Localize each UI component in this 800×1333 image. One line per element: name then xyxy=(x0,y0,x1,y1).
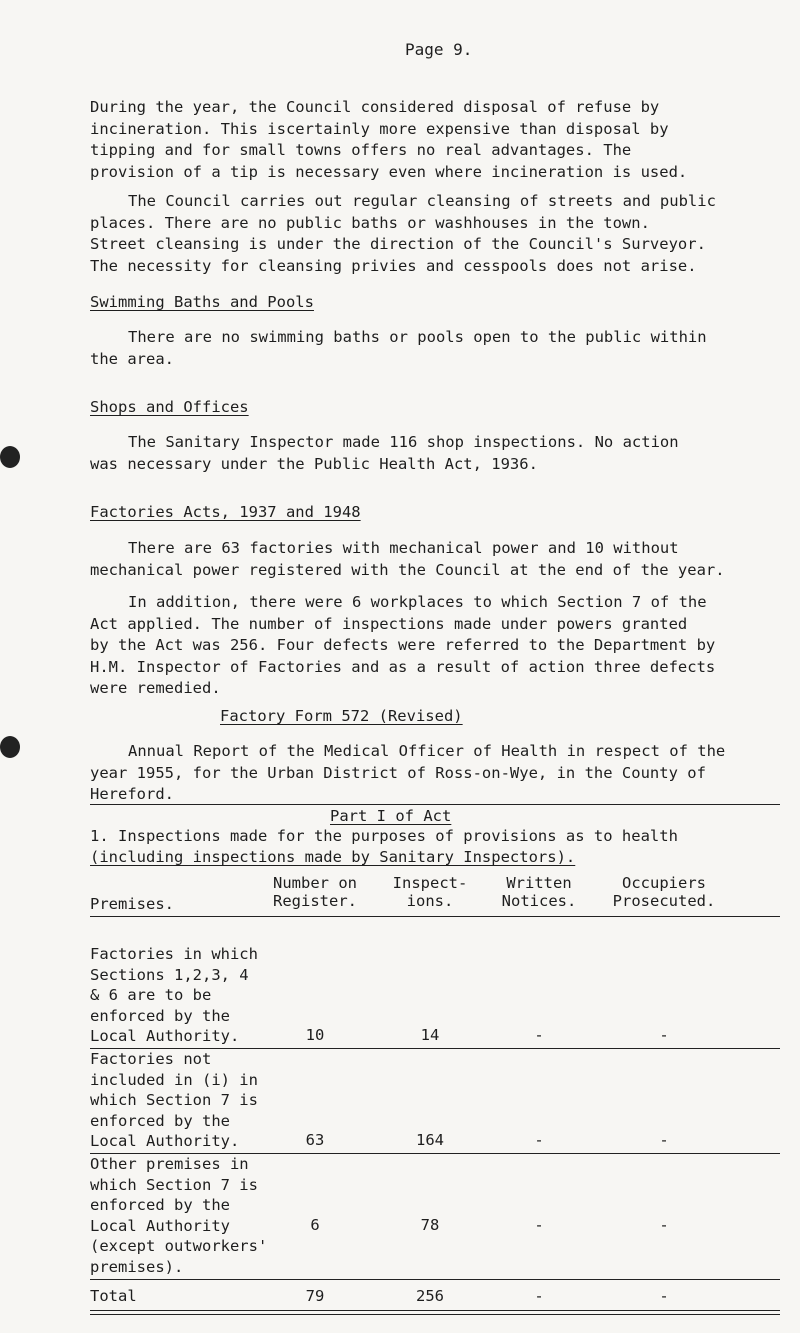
table-row-premises xyxy=(90,1154,267,1277)
text-line: There are 63 factories with mechanical power and 10 without xyxy=(128,539,679,557)
paragraph-swimming xyxy=(90,327,780,370)
heading-swimming: Swimming Baths and Pools xyxy=(90,293,314,311)
text-line: were remedied. xyxy=(90,679,221,697)
text-line: mechanical power registered with the Council at the end of the year. xyxy=(90,560,725,579)
premises-line: which Section 7 is xyxy=(90,1091,258,1109)
text-line: Act applied. The number of inspections made under powers granted xyxy=(90,614,688,633)
heading-factory-form: Factory Form 572 (Revised) xyxy=(220,707,463,725)
table-row-premises xyxy=(90,944,258,1047)
text-line: provision of a tip is necessary even where incineration is used. xyxy=(90,162,688,181)
premises-line: included in (i) in xyxy=(90,1070,258,1089)
table-cell-inspections: 14 xyxy=(420,1026,440,1044)
premises-line: which Section 7 is xyxy=(90,1175,258,1194)
table-cell-register: 6 xyxy=(310,1216,320,1234)
page-number: Page 9. xyxy=(405,40,473,59)
premises-line: Local Authority. xyxy=(90,1132,240,1150)
col-header-notices-l2: Notices. xyxy=(501,892,577,910)
rule xyxy=(90,1310,780,1311)
col-header-premises: Premises. xyxy=(90,895,174,913)
table-row-premises xyxy=(90,1049,258,1152)
table-cell-inspections: 164 xyxy=(416,1131,444,1149)
table-cell-prosecuted: - xyxy=(659,1026,669,1044)
heading-part-one: Part I of Act xyxy=(330,807,452,825)
table-cell-notices: - xyxy=(534,1131,544,1149)
paragraph-shops xyxy=(90,432,780,475)
premises-line: enforced by the xyxy=(90,1196,230,1214)
premises-line: & 6 are to be xyxy=(90,986,212,1004)
item-line: 1. Inspections made for the purposes of provisions as to health xyxy=(90,827,678,845)
col-header-inspections-l1: Inspect- xyxy=(392,874,468,892)
premises-line: premises). xyxy=(90,1257,184,1276)
text-line: Annual Report of the Medical Officer of Health in respect of the xyxy=(128,742,726,760)
text-line: tipping and for small towns offers no real advantages. The xyxy=(90,141,632,159)
text-line: The necessity for cleansing privies and cesspools does not arise. xyxy=(90,256,697,275)
premises-line: Factories in which xyxy=(90,945,258,963)
text-line: Street cleansing is under the direction of the Council's Surveyor. xyxy=(90,235,706,253)
text-line: the area. xyxy=(90,349,174,368)
rule xyxy=(90,916,780,917)
col-header-register-l2: Register. xyxy=(273,892,357,910)
col-header-inspections xyxy=(380,874,480,910)
rule xyxy=(90,1279,780,1280)
col-header-prosecuted-l1: Occupiers xyxy=(622,874,706,892)
text-line: In addition, there were 6 workplaces to which Section 7 of the xyxy=(128,593,707,611)
premises-line: enforced by the xyxy=(90,1111,230,1130)
premises-line: Other premises in xyxy=(90,1155,249,1173)
premises-line: enforced by the xyxy=(90,1006,230,1025)
table-cell-inspections: 78 xyxy=(420,1216,440,1234)
table-cell-register: 63 xyxy=(305,1131,325,1149)
premises-line: Local Authority xyxy=(90,1216,230,1235)
text-line: There are no swimming baths or pools open to the public within xyxy=(128,328,707,346)
text-line: The Council carries out regular cleansing of streets and public xyxy=(128,192,716,210)
paragraph-annual-report xyxy=(90,741,780,806)
table-cell-prosecuted: - xyxy=(659,1131,669,1149)
premises-line: Local Authority. xyxy=(90,1027,240,1045)
text-line: incineration. This iscertainly more expensive than disposal by xyxy=(90,119,669,138)
total-notices: - xyxy=(534,1287,544,1305)
text-line: places. There are no public baths or washhouses in the town. xyxy=(90,213,650,232)
punch-hole-bottom xyxy=(0,736,20,758)
col-header-inspections-l2: ions. xyxy=(406,892,454,910)
col-header-prosecuted-l2: Prosecuted. xyxy=(612,892,716,910)
text-line: The Sanitary Inspector made 116 shop inspections. No action xyxy=(128,433,679,451)
total-label: Total xyxy=(90,1287,137,1305)
heading-factories: Factories Acts, 1937 and 1948 xyxy=(90,503,361,521)
heading-shops: Shops and Offices xyxy=(90,398,249,416)
rule xyxy=(90,1314,780,1315)
table-cell-notices: - xyxy=(534,1026,544,1044)
text-line: Hereford. xyxy=(90,785,174,803)
col-header-register-l1: Number on xyxy=(273,874,357,892)
paragraph-cleansing xyxy=(90,191,780,277)
text-line: year 1955, for the Urban District of Ross-on-Wye, in the County of xyxy=(90,763,706,782)
table-cell-prosecuted: - xyxy=(659,1216,669,1234)
text-line: was necessary under the Public Health Act, 1936. xyxy=(90,454,538,473)
paragraph-factories-registered xyxy=(90,538,780,581)
item-line: (including inspections made by Sanitary Inspectors). xyxy=(90,848,576,866)
total-prosecuted: - xyxy=(659,1287,669,1305)
table-cell-notices: - xyxy=(534,1216,544,1234)
total-register: 79 xyxy=(305,1287,325,1305)
rule xyxy=(90,804,780,805)
punch-hole-top xyxy=(0,446,20,468)
premises-line: Factories not xyxy=(90,1050,212,1068)
paragraph-factories-workplaces xyxy=(90,592,780,700)
text-line: During the year, the Council considered disposal of refuse by xyxy=(90,98,660,116)
text-line: H.M. Inspector of Factories and as a result of action three defects xyxy=(90,657,716,676)
col-header-notices-l1: Written xyxy=(506,874,572,892)
col-header-prosecuted xyxy=(604,874,724,910)
premises-line: Sections 1,2,3, 4 xyxy=(90,965,249,984)
col-header-register xyxy=(260,874,370,910)
col-header-notices xyxy=(484,874,594,910)
premises-line: (except outworkers' xyxy=(90,1237,268,1255)
total-inspections: 256 xyxy=(416,1287,444,1305)
text-line: by the Act was 256. Four defects were referred to the Department by xyxy=(90,636,716,654)
paragraph-refuse xyxy=(90,97,780,183)
table-cell-register: 10 xyxy=(305,1026,325,1044)
